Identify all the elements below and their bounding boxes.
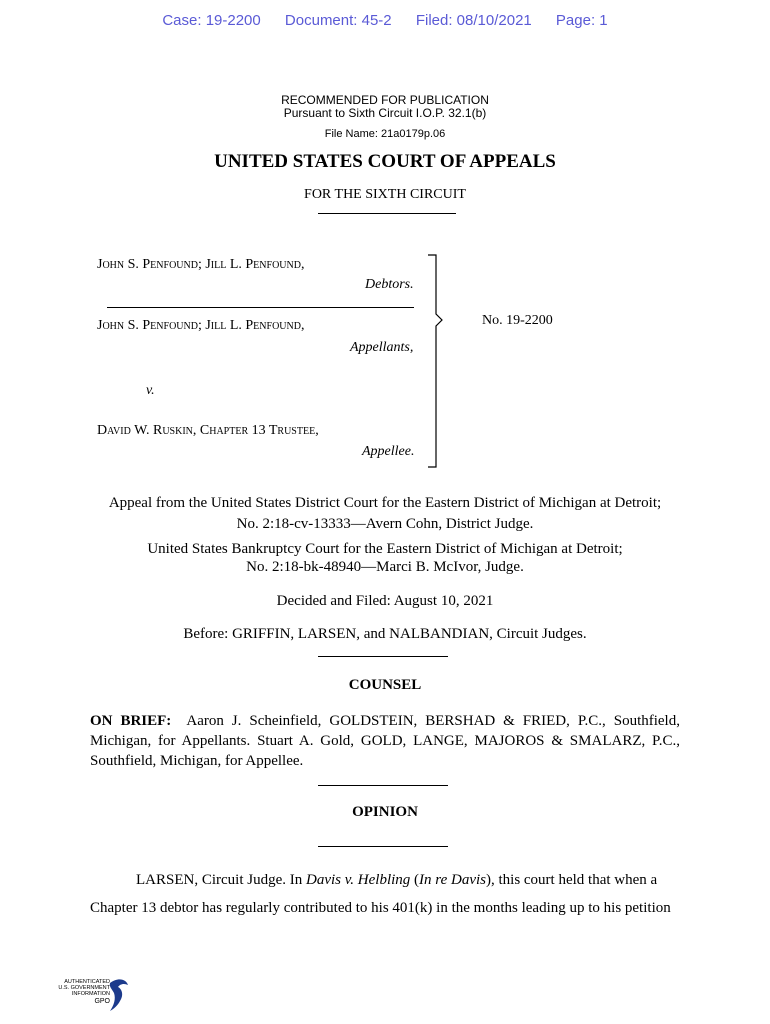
versus: v. bbox=[146, 383, 155, 398]
counsel-text: Aaron J. Scheinfield, GOLDSTEIN, BERSHAD & FRIED, P.C., Southfield, Michigan, for Appellants. Stuart A. Gold, GOLD, LANGE, MAJOROS & SMALARZ, P.C., Southfield, Michigan, for Appellee. bbox=[90, 713, 680, 769]
decided-filed: Decided and Filed: August 10, 2021 bbox=[276, 593, 494, 609]
page-number: Page: 1 bbox=[555, 12, 608, 29]
caption-divider bbox=[107, 307, 414, 308]
role-appellee: Appellee. bbox=[362, 444, 415, 459]
bankruptcy-case: No. 2:18-bk-48940—Marci B. McIvor, Judge. bbox=[246, 559, 524, 575]
case-number: Case: 19-2200 bbox=[162, 12, 261, 29]
counsel-divider bbox=[318, 785, 448, 786]
file-name: File Name: 21a0179p.06 bbox=[324, 128, 446, 140]
case-header bbox=[0, 12, 770, 29]
filed-date: Filed: 08/10/2021 bbox=[415, 12, 532, 29]
recommended-publication: RECOMMENDED FOR PUBLICATION bbox=[281, 93, 489, 107]
gpo-authentication-seal bbox=[40, 975, 130, 1015]
panel-judges: Before: GRIFFIN, LARSEN, and NALBANDIAN, Circuit Judges. bbox=[183, 626, 587, 642]
document-number: Document: 45-2 bbox=[284, 12, 392, 29]
docket-number: No. 19-2200 bbox=[482, 313, 553, 328]
publication-rule: Pursuant to Sixth Circuit I.O.P. 32.1(b) bbox=[283, 106, 487, 120]
district-case: No. 2:18-cv-13333—Avern Cohn, District Judge. bbox=[236, 516, 534, 532]
role-appellants: Appellants, bbox=[350, 340, 414, 355]
caption-bracket bbox=[426, 252, 446, 470]
appeal-district: Appeal from the United States District Court for the Eastern District of Michigan at Detroit; bbox=[108, 495, 662, 511]
counsel-paragraph bbox=[90, 711, 680, 771]
court-title: UNITED STATES COURT OF APPEALS bbox=[214, 151, 556, 172]
on-brief-label: ON BRIEF: bbox=[90, 713, 172, 729]
opinion-divider bbox=[318, 846, 448, 847]
party-appellee: David W. Ruskin, Chapter 13 Trustee, bbox=[97, 423, 319, 438]
counsel-heading: COUNSEL bbox=[348, 677, 422, 693]
panel-divider bbox=[318, 656, 448, 657]
circuit-name: FOR THE SIXTH CIRCUIT bbox=[304, 187, 466, 202]
gpo-text: AUTHENTICATED U.S. GOVERNMENT INFORMATION GPO bbox=[58, 979, 110, 1005]
party-appellants: John S. Penfound; Jill L. Penfound, bbox=[97, 318, 305, 333]
appeal-bankruptcy: United States Bankruptcy Court for the Eastern District of Michigan at Detroit; bbox=[147, 541, 623, 557]
role-debtors: Debtors. bbox=[365, 277, 414, 292]
opinion-heading: OPINION bbox=[352, 804, 418, 820]
eagle-icon bbox=[106, 975, 130, 1015]
opinion-line-1: LARSEN, Circuit Judge. In Davis v. Helbling (In re Davis), this court held that when a bbox=[136, 872, 658, 888]
title-divider bbox=[318, 213, 456, 214]
party-debtors: John S. Penfound; Jill L. Penfound, bbox=[97, 257, 305, 272]
opinion-line-2: Chapter 13 debtor has regularly contributed to his 401(k) in the months leading up to his petition bbox=[90, 900, 671, 916]
